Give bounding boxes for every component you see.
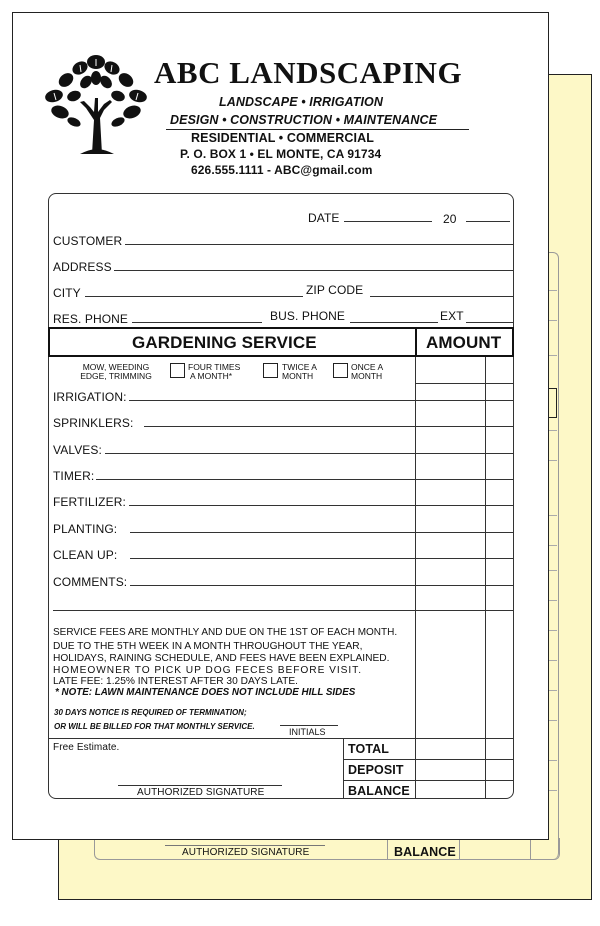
terms-line-5: LATE FEE: 1.25% INTEREST AFTER 30 DAYS LATE. — [53, 676, 298, 687]
gardening-service-title: GARDENING SERVICE — [132, 333, 317, 352]
mow-label-2: EDGE, TRIMMING — [80, 371, 152, 381]
total-label: TOTAL — [348, 742, 390, 756]
terms-line-4: HOMEOWNER TO PICK UP DOG FECES BEFORE VISIT. — [53, 665, 362, 676]
service-clean-up: CLEAN UP: — [53, 548, 118, 562]
authorized-signature-label: AUTHORIZED SIGNATURE — [137, 787, 265, 798]
four-times-label-1: FOUR TIMES — [188, 362, 241, 372]
address-line[interactable] — [114, 270, 513, 271]
once-checkbox[interactable] — [333, 363, 348, 378]
total-row-bottom — [343, 759, 514, 760]
back-copy-divider — [530, 838, 531, 859]
date-label: DATE — [308, 211, 340, 225]
tree-logo — [40, 50, 152, 162]
fertilizer-line[interactable] — [129, 505, 514, 506]
twice-label-1: TWICE A — [282, 362, 317, 372]
date-line[interactable] — [344, 221, 432, 222]
comments-line[interactable] — [130, 585, 514, 586]
once-label-1: ONCE A — [351, 362, 384, 372]
initials-line[interactable] — [280, 725, 338, 726]
tagline-landscape-irrigation: LANDSCAPE • IRRIGATION — [219, 95, 383, 109]
service-irrigation: IRRIGATION: — [53, 390, 127, 404]
four-times-checkbox[interactable] — [170, 363, 185, 378]
service-planting: PLANTING: — [53, 522, 118, 536]
tagline-design-construction: DESIGN • CONSTRUCTION • MAINTENANCE — [170, 113, 438, 127]
header-rule — [166, 129, 469, 130]
res-phone-line[interactable] — [132, 322, 262, 323]
back-copy-bracket — [548, 388, 557, 418]
footer-top-rule — [48, 738, 514, 739]
bus-phone-line[interactable] — [350, 322, 438, 323]
year-line[interactable] — [466, 221, 510, 222]
service-valves: VALVES: — [53, 443, 102, 457]
amount-column-cents — [485, 357, 486, 798]
sprinklers-line[interactable] — [144, 426, 514, 427]
year-prefix: 20 — [443, 212, 457, 226]
free-estimate: Free Estimate. — [53, 742, 120, 753]
termination-notice-2: OR WILL BE BILLED FOR THAT MONTHLY SERVICE. — [54, 722, 255, 731]
terms-line-3: HOLIDAYS, RAINING SCHEDULE, AND FEES HAVE BEEN EXPLAINED. — [53, 653, 390, 664]
totals-divider — [343, 738, 344, 799]
once-label-2: MONTH — [351, 371, 383, 381]
customer-label: CUSTOMER — [53, 234, 123, 248]
mow-label-1: MOW, WEEDING — [82, 362, 150, 372]
clean-up-line[interactable] — [130, 558, 514, 559]
ext-label: EXT — [440, 309, 464, 323]
amount-column-left — [415, 357, 416, 741]
mow-row-bottom — [415, 383, 514, 384]
service-fertilizer: FERTILIZER: — [53, 495, 126, 509]
city-line[interactable] — [85, 296, 303, 297]
initials-label: INITIALS — [289, 727, 326, 737]
planting-line[interactable] — [130, 532, 514, 533]
terms-line-2: DUE TO THE 5TH WEEK IN A MONTH THROUGHOUT THE YEAR, — [53, 641, 363, 652]
service-comments: COMMENTS: — [53, 575, 128, 589]
city-label: CITY — [53, 286, 81, 300]
amount-header: AMOUNT — [426, 333, 502, 352]
totals-amount-divider — [415, 738, 416, 799]
company-name: ABC LANDSCAPING — [154, 55, 463, 90]
balance-label: BALANCE — [348, 784, 410, 798]
termination-notice-1: 30 DAYS NOTICE IS REQUIRED OF TERMINATION; — [54, 708, 247, 717]
four-times-label-2: A MONTH* — [190, 371, 233, 381]
bus-phone-label: BUS. PHONE — [270, 309, 346, 323]
deposit-row-bottom — [343, 780, 514, 781]
ext-line[interactable] — [466, 322, 513, 323]
twice-label-2: MONTH — [282, 371, 314, 381]
terms-note: * NOTE: LAWN MAINTENANCE DOES NOT INCLUDE HILL SIDES — [55, 687, 356, 698]
service-timer: TIMER: — [53, 469, 95, 483]
irrigation-line[interactable] — [129, 400, 514, 401]
comments-line-2[interactable] — [53, 610, 514, 611]
customer-line[interactable] — [125, 244, 513, 245]
timer-line[interactable] — [96, 479, 514, 480]
tagline-residential-commercial: RESIDENTIAL • COMMERCIAL — [191, 131, 374, 145]
company-contact: 626.555.1111 - ABC@gmail.com — [191, 163, 373, 177]
address-label: ADDRESS — [53, 260, 112, 274]
back-copy-divider — [387, 838, 388, 859]
res-phone-label: RES. PHONE — [53, 312, 129, 326]
back-copy-balance-label: BALANCE — [394, 845, 456, 859]
header-divider — [415, 327, 417, 357]
service-sprinklers: SPRINKLERS: — [53, 416, 134, 430]
twice-checkbox[interactable] — [263, 363, 278, 378]
zip-label: ZIP CODE — [306, 283, 364, 297]
back-copy-signature-label: AUTHORIZED SIGNATURE — [182, 847, 310, 858]
company-address: P. O. BOX 1 • EL MONTE, CA 91734 — [180, 147, 382, 161]
terms-line-1: SERVICE FEES ARE MONTHLY AND DUE ON THE 1ST OF EACH MONTH. — [53, 627, 398, 638]
zip-line[interactable] — [370, 296, 513, 297]
deposit-label: DEPOSIT — [348, 763, 404, 777]
valves-line[interactable] — [105, 453, 514, 454]
back-copy-bottom-box — [94, 838, 560, 860]
back-copy-divider — [459, 838, 460, 859]
